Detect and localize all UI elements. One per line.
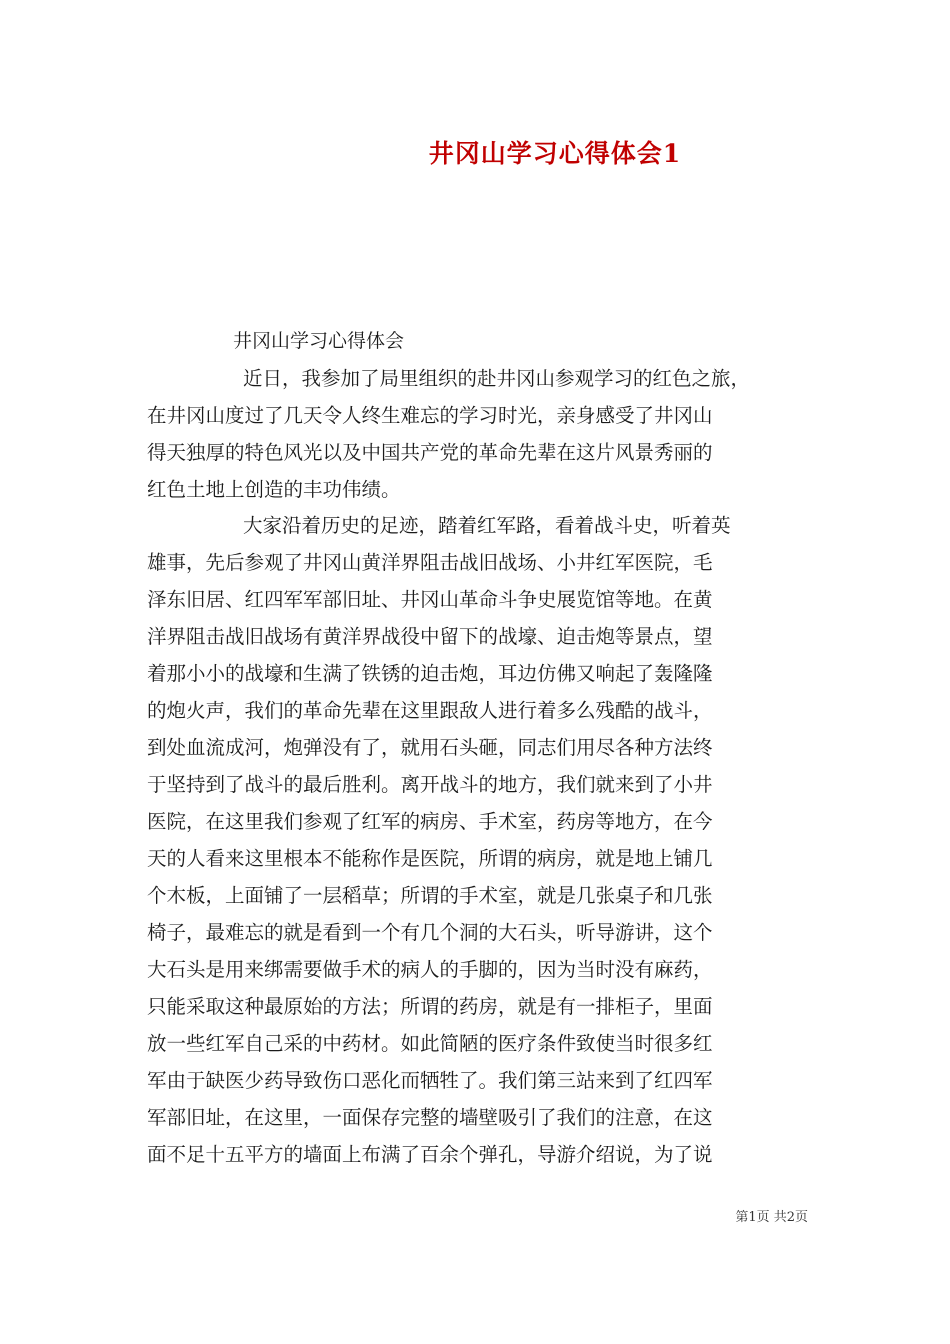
page-footer: 第1页 共2页	[735, 1210, 808, 1225]
paragraph-line: 只能采取这种最原始的方法；所谓的药房，就是有一排柜子，里面	[147, 995, 713, 1018]
paragraph-line: 个木板，上面铺了一层稻草；所谓的手术室，就是几张桌子和几张	[147, 884, 713, 907]
paragraph-line: 洋界阻击战旧战场有黄洋界战役中留下的战壕、迫击炮等景点，望	[147, 625, 713, 648]
paragraph-line: 天的人看来这里根本不能称作是医院，所谓的病房，就是地上铺几	[147, 847, 713, 870]
paragraph-line: 泽东旧居、红四军军部旧址、井冈山革命斗争史展览馆等地。在黄	[147, 588, 713, 611]
paragraph-line: 的炮火声，我们的革命先辈在这里跟敌人进行着多么残酷的战斗，	[147, 699, 713, 722]
paragraph-1	[147, 360, 807, 508]
paragraph-line: 军由于缺医少药导致伤口恶化而牺牲了。我们第三站来到了红四军	[147, 1069, 713, 1092]
paragraph-line: 得天独厚的特色风光以及中国共产党的革命先辈在这片风景秀丽的	[147, 441, 713, 464]
paragraph-line: 面不足十五平方的墙面上布满了百余个弹孔，导游介绍说，为了说	[147, 1143, 713, 1166]
paragraph-line: 大家沿着历史的足迹，踏着红军路，看着战斗史，听着英	[243, 514, 731, 537]
paragraph-line: 医院，在这里我们参观了红军的病房、手术室，药房等地方，在今	[147, 810, 713, 833]
paragraph-line: 雄事，先后参观了井冈山黄洋界阻击战旧战场、小井红军医院，毛	[147, 551, 713, 574]
paragraph-2	[147, 507, 807, 1173]
paragraph-line: 军部旧址，在这里，一面保存完整的墙壁吸引了我们的注意，在这	[147, 1106, 713, 1129]
paragraph-line: 着那小小的战壕和生满了铁锈的迫击炮，耳边仿佛又响起了轰隆隆	[147, 662, 713, 685]
document-subtitle: 井冈山学习心得体会	[233, 330, 405, 352]
paragraph-line: 于坚持到了战斗的最后胜利。离开战斗的地方，我们就来到了小井	[147, 773, 713, 796]
document-title: 井冈山学习心得体会1	[428, 139, 682, 168]
paragraph-line: 到处血流成河，炮弹没有了，就用石头砸，同志们用尽各种方法终	[147, 736, 713, 759]
paragraph-line: 在井冈山度过了几天令人终生难忘的学习时光，亲身感受了井冈山	[147, 404, 713, 427]
paragraph-line: 大石头是用来绑需要做手术的病人的手脚的，因为当时没有麻药，	[147, 958, 713, 981]
paragraph-line: 放一些红军自己采的中药材。如此简陋的医疗条件致使当时很多红	[147, 1032, 713, 1055]
paragraph-line: 红色土地上创造的丰功伟绩。	[147, 478, 401, 501]
paragraph-line: 椅子，最难忘的就是看到一个有几个洞的大石头，听导游讲，这个	[147, 921, 713, 944]
paragraph-line: 近日，我参加了局里组织的赴井冈山参观学习的红色之旅，	[243, 367, 751, 390]
